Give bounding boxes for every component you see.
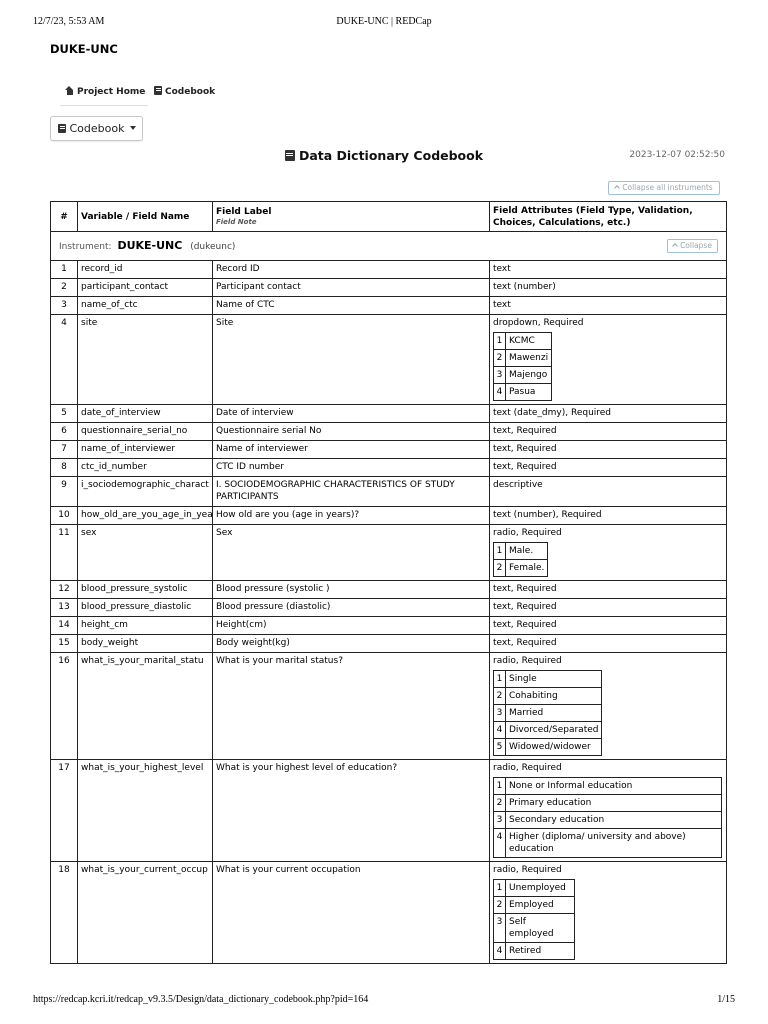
choice-label: Majengo: [506, 367, 552, 384]
row-number: 7: [51, 441, 78, 459]
variable-name: participant_contact: [78, 279, 213, 297]
table-row: [51, 862, 727, 964]
table-row: [51, 617, 727, 635]
header-variable: Variable / Field Name: [78, 202, 213, 232]
table-row: [51, 507, 727, 525]
home-icon: [65, 86, 74, 95]
variable-name: blood_pressure_diastolic: [78, 599, 213, 617]
choice-row: [494, 560, 548, 577]
choice-code: 4: [494, 384, 506, 401]
field-attributes: [490, 617, 727, 635]
field-type: radio, Required: [493, 656, 562, 666]
field-attributes: [490, 279, 727, 297]
collapse-instrument-button[interactable]: [667, 239, 718, 253]
choice-label: Secondary education: [506, 812, 722, 829]
header-field-note: Field Note: [216, 218, 257, 226]
field-type: text, Required: [493, 620, 557, 630]
header-num: #: [51, 202, 78, 232]
choice-label: Primary education: [506, 795, 722, 812]
instrument-row: [51, 232, 727, 261]
field-type: text: [493, 264, 511, 274]
variable-name: body_weight: [78, 635, 213, 653]
nav-tabs: [60, 86, 216, 106]
field-attributes: [490, 405, 727, 423]
row-number: 5: [51, 405, 78, 423]
table-row: [51, 635, 727, 653]
choice-row: [494, 739, 602, 756]
choices-table: [493, 332, 552, 401]
collapse-all-instruments-button[interactable]: [608, 181, 720, 195]
choice-code: 1: [494, 333, 506, 350]
field-label: What is your highest level of education?: [213, 760, 490, 862]
row-number: 12: [51, 581, 78, 599]
codebook-table: [50, 201, 727, 964]
choices-table: [493, 542, 548, 577]
choice-row: [494, 943, 575, 960]
choice-row: [494, 829, 722, 858]
choice-row: [494, 367, 552, 384]
field-label: I. SOCIODEMOGRAPHIC CHARACTERISTICS OF STUDY PARTICIPANTS: [213, 477, 490, 507]
field-attributes: [490, 261, 727, 279]
chevron-up-icon: [672, 243, 678, 249]
table-row: [51, 423, 727, 441]
instrument-name: DUKE-UNC: [117, 238, 183, 252]
choice-label: Unemployed: [506, 880, 575, 897]
print-header: [33, 16, 735, 30]
field-type: radio, Required: [493, 763, 562, 773]
choice-code: 1: [494, 543, 506, 560]
table-row: [51, 599, 727, 617]
field-label: Body weight(kg): [213, 635, 490, 653]
choice-row: [494, 795, 722, 812]
field-attributes: [490, 653, 727, 760]
variable-name: blood_pressure_systolic: [78, 581, 213, 599]
codebook-dropdown-button[interactable]: [50, 116, 143, 141]
variable-name: date_of_interview: [78, 405, 213, 423]
table-row: [51, 760, 727, 862]
variable-name: how_old_are_you_age_in_yea: [78, 507, 213, 525]
print-page-number: 1/15: [717, 994, 735, 1005]
field-label: Date of interview: [213, 405, 490, 423]
row-number: 6: [51, 423, 78, 441]
choice-row: [494, 880, 575, 897]
variable-name: name_of_ctc: [78, 297, 213, 315]
row-number: 17: [51, 760, 78, 862]
field-type: text, Required: [493, 462, 557, 472]
instrument-cell: [51, 232, 727, 261]
project-title: DUKE-UNC: [50, 42, 118, 56]
table-row: [51, 525, 727, 581]
field-label: Name of interviewer: [213, 441, 490, 459]
field-type: descriptive: [493, 480, 543, 490]
choice-code: 4: [494, 943, 506, 960]
instrument-variable: (dukeunc): [190, 241, 236, 252]
variable-name: ctc_id_number: [78, 459, 213, 477]
field-type: dropdown, Required: [493, 318, 584, 328]
variable-name: what_is_your_current_occup: [78, 862, 213, 964]
choice-label: Self employed: [506, 914, 575, 943]
row-number: 8: [51, 459, 78, 477]
collapse-label: Collapse: [680, 241, 712, 250]
variable-name: name_of_interviewer: [78, 441, 213, 459]
row-number: 3: [51, 297, 78, 315]
header-field-label: [213, 202, 490, 232]
print-footer: [33, 994, 735, 1008]
field-attributes: [490, 315, 727, 405]
book-icon: [285, 150, 295, 161]
choice-label: Higher (diploma/ university and above) education: [506, 829, 722, 858]
choice-code: 1: [494, 671, 506, 688]
choice-label: Pasua: [506, 384, 552, 401]
row-number: 9: [51, 477, 78, 507]
variable-name: what_is_your_highest_level: [78, 760, 213, 862]
choice-code: 2: [494, 350, 506, 367]
choice-row: [494, 350, 552, 367]
choice-row: [494, 671, 602, 688]
choice-row: [494, 812, 722, 829]
field-type: radio, Required: [493, 865, 562, 875]
table-row: [51, 261, 727, 279]
field-type: text: [493, 300, 511, 310]
choice-code: 1: [494, 778, 506, 795]
print-page-title: DUKE-UNC | REDCap: [336, 16, 432, 27]
field-label: CTC ID number: [213, 459, 490, 477]
field-label: Sex: [213, 525, 490, 581]
field-label: Blood pressure (diastolic): [213, 599, 490, 617]
row-number: 1: [51, 261, 78, 279]
header-field-attributes: Field Attributes (Field Type, Validation, Choices, Calculations, etc.): [490, 202, 727, 232]
field-attributes: [490, 297, 727, 315]
print-datetime: 12/7/23, 5:53 AM: [33, 16, 105, 27]
row-number: 14: [51, 617, 78, 635]
field-label: Name of CTC: [213, 297, 490, 315]
choices-table: [493, 879, 575, 960]
field-label: Blood pressure (systolic ): [213, 581, 490, 599]
choice-code: 4: [494, 829, 506, 858]
table-row: [51, 315, 727, 405]
choice-code: 4: [494, 722, 506, 739]
field-attributes: [490, 525, 727, 581]
instrument-label: Instrument:: [59, 241, 112, 252]
caret-down-icon: [130, 126, 136, 130]
field-type: text, Required: [493, 426, 557, 436]
field-label: Participant contact: [213, 279, 490, 297]
table-header-row: [51, 202, 727, 232]
chevron-up-icon: [614, 185, 620, 191]
table-row: [51, 297, 727, 315]
row-number: 18: [51, 862, 78, 964]
book-icon: [154, 86, 162, 95]
choice-row: [494, 333, 552, 350]
choice-label: Married: [506, 705, 602, 722]
choice-label: Widowed/widower: [506, 739, 602, 756]
field-type: radio, Required: [493, 528, 562, 538]
choice-row: [494, 897, 575, 914]
collapse-all-label: Collapse all instruments: [622, 183, 713, 192]
choice-code: 2: [494, 897, 506, 914]
field-label: What is your marital status?: [213, 653, 490, 760]
variable-name: height_cm: [78, 617, 213, 635]
choice-label: Divorced/Separated: [506, 722, 602, 739]
choice-label: Cohabiting: [506, 688, 602, 705]
table-row: [51, 653, 727, 760]
field-attributes: [490, 635, 727, 653]
field-type: text, Required: [493, 444, 557, 454]
choices-table: [493, 777, 722, 858]
field-type: text, Required: [493, 584, 557, 594]
field-label: Record ID: [213, 261, 490, 279]
choice-code: 1: [494, 880, 506, 897]
row-number: 10: [51, 507, 78, 525]
field-type: text, Required: [493, 602, 557, 612]
choice-code: 3: [494, 914, 506, 943]
choice-row: [494, 914, 575, 943]
row-number: 2: [51, 279, 78, 297]
choice-row: [494, 543, 548, 560]
table-row: [51, 279, 727, 297]
field-attributes: [490, 862, 727, 964]
choice-code: 3: [494, 705, 506, 722]
choice-label: Female.: [506, 560, 548, 577]
field-attributes: [490, 507, 727, 525]
choice-label: Male.: [506, 543, 548, 560]
field-attributes: [490, 581, 727, 599]
choice-code: 5: [494, 739, 506, 756]
book-icon: [58, 124, 66, 133]
header-field-label-text: Field Label: [216, 207, 272, 217]
choice-row: [494, 384, 552, 401]
field-type: text (number), Required: [493, 510, 602, 520]
print-url: https://redcap.kcri.it/redcap_v9.3.5/Design/data_dictionary_codebook.php?pid=164: [33, 994, 369, 1005]
choice-row: [494, 722, 602, 739]
field-attributes: [490, 423, 727, 441]
field-label: What is your current occupation: [213, 862, 490, 964]
field-type: text (number): [493, 282, 556, 292]
variable-name: record_id: [78, 261, 213, 279]
field-attributes: [490, 599, 727, 617]
table-row: [51, 405, 727, 423]
row-number: 16: [51, 653, 78, 760]
field-attributes: [490, 441, 727, 459]
table-row: [51, 459, 727, 477]
variable-name: sex: [78, 525, 213, 581]
table-row: [51, 441, 727, 459]
choice-row: [494, 778, 722, 795]
choice-code: 2: [494, 560, 506, 577]
field-type: text (date_dmy), Required: [493, 408, 612, 418]
variable-name: site: [78, 315, 213, 405]
tab-codebook-label: Codebook: [165, 87, 216, 97]
row-number: 15: [51, 635, 78, 653]
page-title-text: Data Dictionary Codebook: [298, 148, 484, 163]
field-label: Height(cm): [213, 617, 490, 635]
choice-row: [494, 688, 602, 705]
choices-table: [493, 670, 602, 756]
field-label: Site: [213, 315, 490, 405]
field-type: text, Required: [493, 638, 557, 648]
table-row: [51, 477, 727, 507]
tab-project-home-label: Project Home: [77, 87, 146, 97]
tab-project-home[interactable]: [65, 86, 145, 97]
tab-codebook[interactable]: [154, 86, 215, 97]
field-label: Questionnaire serial No: [213, 423, 490, 441]
choice-label: Employed: [506, 897, 575, 914]
variable-name: i_sociodemographic_charact: [78, 477, 213, 507]
variable-name: what_is_your_marital_statu: [78, 653, 213, 760]
variable-name: questionnaire_serial_no: [78, 423, 213, 441]
row-number: 4: [51, 315, 78, 405]
choice-label: None or Informal education: [506, 778, 722, 795]
choice-row: [494, 705, 602, 722]
table-row: [51, 581, 727, 599]
choice-label: Mawenzi: [506, 350, 552, 367]
choice-code: 2: [494, 795, 506, 812]
generated-timestamp: 2023-12-07 02:52:50: [629, 150, 725, 160]
choice-code: 3: [494, 367, 506, 384]
choice-label: Single: [506, 671, 602, 688]
codebook-dropdown-label: Codebook: [69, 122, 125, 135]
choice-code: 2: [494, 688, 506, 705]
field-attributes: [490, 459, 727, 477]
field-attributes: [490, 477, 727, 507]
field-attributes: [490, 760, 727, 862]
choice-label: KCMC: [506, 333, 552, 350]
row-number: 13: [51, 599, 78, 617]
row-number: 11: [51, 525, 78, 581]
choice-code: 3: [494, 812, 506, 829]
field-label: How old are you (age in years)?: [213, 507, 490, 525]
choice-label: Retired: [506, 943, 575, 960]
